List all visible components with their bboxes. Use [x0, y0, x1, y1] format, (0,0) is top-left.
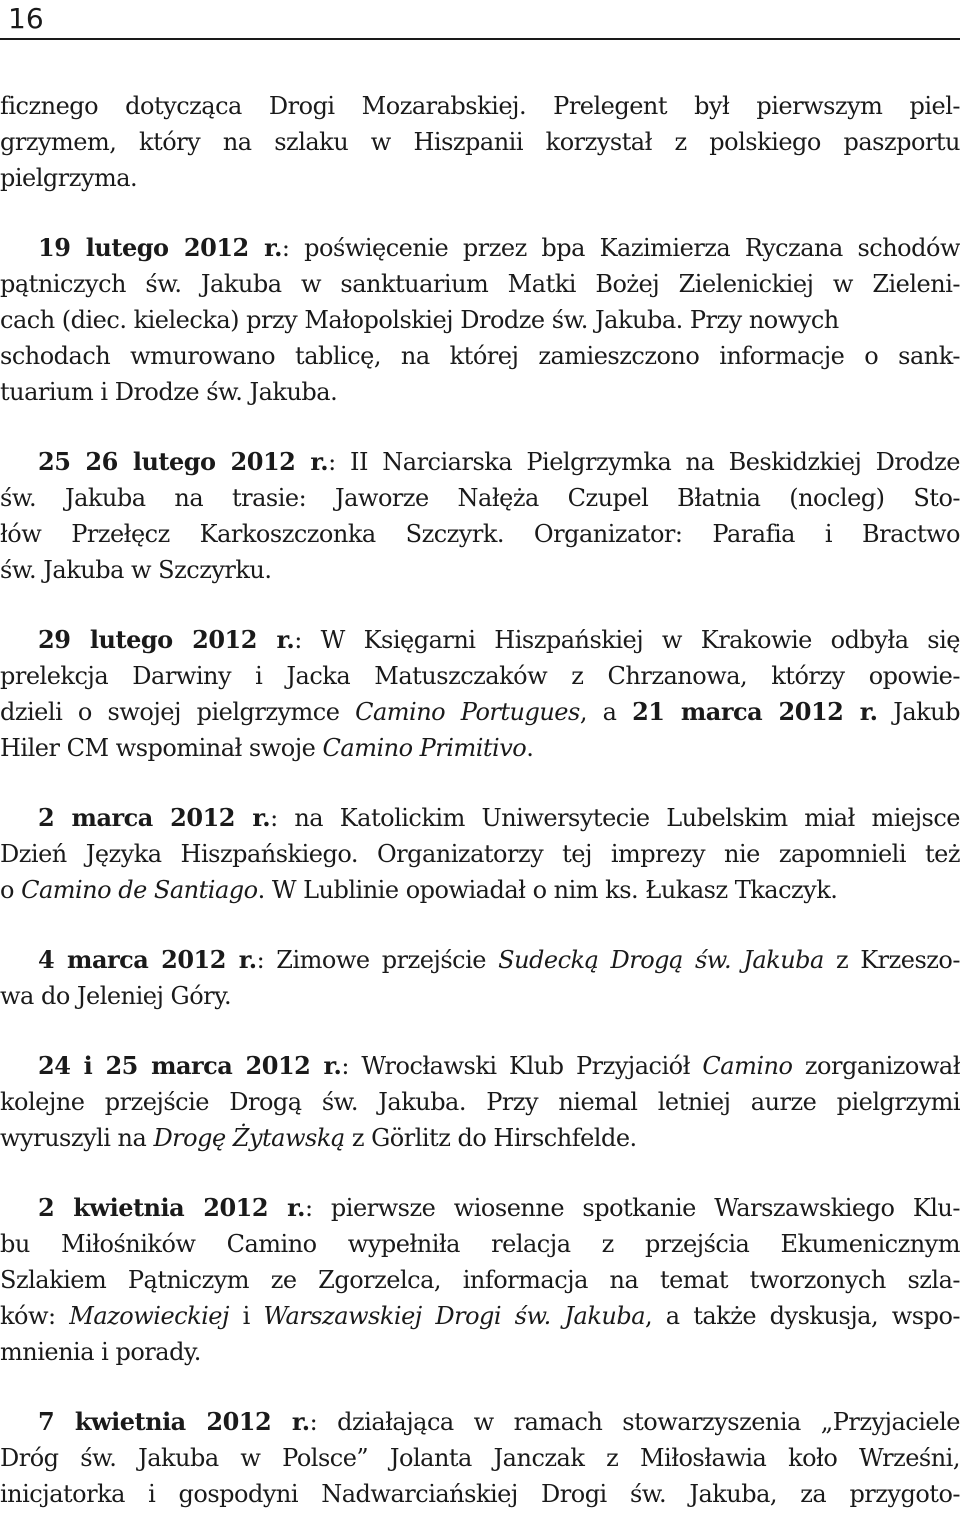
text-line [0, 516, 960, 552]
text-line [0, 1476, 960, 1512]
date-heading: 7 kwietnia 2012 r. [38, 1407, 310, 1436]
text-run: : na Katolickim Uniwersytecie Lubelskim miał miejsce [270, 804, 960, 832]
text-run: . [526, 734, 534, 762]
page-number: 16 [8, 2, 44, 35]
text-run: Szlakiem Pątniczym ze Zgorzelca, informacja na temat tworzonych szla- [0, 1266, 960, 1294]
italic-text: Warszawskiej Drogi św. Jakuba [263, 1302, 646, 1330]
text-run: kolejne przejście Drogą św. Jakuba. Przy niemal letniej aurze pielgrzymi [0, 1088, 960, 1116]
text-line [0, 1226, 960, 1262]
text-run: : pierwsze wiosenne spotkanie Warszawskiego Klu- [304, 1194, 960, 1222]
text-run: dzieli o swojej pielgrzymce [0, 698, 356, 726]
date-heading: 25 26 lutego 2012 r. [38, 447, 329, 476]
text-run: ficznego dotycząca Drogi Mozarabskiej. Prelegent był pierwszym piel- [0, 92, 960, 120]
text-run: Dróg św. Jakuba w Polsce” Jolanta Janczak z Miłosławia koło Wrześni, [0, 1444, 960, 1472]
text-line [0, 230, 960, 266]
text-line [0, 694, 960, 730]
text-line [0, 1334, 960, 1370]
text-line [0, 872, 960, 908]
text-line [0, 1404, 960, 1440]
text-line [0, 1084, 960, 1120]
text-run: wyruszyli na [0, 1124, 154, 1152]
text-line [0, 978, 960, 1014]
text-run: . W Lublinie opowiadał o nim ks. Łukasz Tkaczyk. [257, 876, 838, 904]
italic-text: Sudecką Drogą św. Jakuba [498, 946, 824, 974]
text-run: pielgrzyma. [0, 164, 138, 192]
date-heading: 2 kwietnia 2012 r. [38, 1193, 305, 1222]
text-run: mnienia i porady. [0, 1338, 201, 1366]
text-line [0, 730, 960, 766]
paragraph [0, 800, 960, 908]
date-heading: 24 i 25 marca 2012 r. [38, 1051, 342, 1080]
text-line [0, 1262, 960, 1298]
text-line [0, 160, 960, 196]
text-run: z Krzeszo- [823, 946, 960, 974]
paragraph-gap [0, 908, 960, 942]
text-run: : poświęcenie przez bpa Kazimierza Ryczana schodów [281, 234, 960, 262]
text-run: : Wrocławski Klub Przyjaciół [341, 1052, 703, 1080]
italic-text: Drogę Żytawską [153, 1124, 345, 1152]
text-run: inicjatorka i gospodyni Nadwarciańskiej Drogi św. Jakuba, za przygoto- [0, 1480, 960, 1508]
text-run: schodach wmurowano tablicę, na której zamieszczono informacje o sank- [0, 342, 960, 370]
text-run: : W Księgarni Hiszpańskiej w Krakowie odbyła się [294, 626, 960, 654]
text-run: , a [579, 698, 633, 726]
text-run: : II Narciarska Pielgrzymka na Beskidzkiej Drodze [328, 448, 960, 476]
paragraph-gap [0, 1370, 960, 1404]
text-run: , a także dyskusja, wspo- [645, 1302, 960, 1330]
text-line [0, 480, 960, 516]
paragraph [0, 230, 960, 410]
paragraph [0, 942, 960, 1014]
text-line [0, 88, 960, 124]
italic-text: Camino Portugues [355, 698, 580, 726]
text-line [0, 1298, 960, 1334]
paragraph-gap [0, 196, 960, 230]
date-heading: 2 marca 2012 r. [38, 803, 271, 832]
italic-text: Camino [702, 1052, 793, 1080]
text-line [0, 302, 960, 338]
text-run: ków: [0, 1302, 70, 1330]
paragraph-gap [0, 1156, 960, 1190]
text-run: Jakub [877, 698, 960, 726]
text-line [0, 1190, 960, 1226]
text-line [0, 800, 960, 836]
text-line [0, 338, 960, 374]
text-line [0, 266, 960, 302]
text-run: Dzień Języka Hiszpańskiego. Organizatorzy tej imprezy nie zapomnieli też [0, 840, 960, 868]
paragraph-gap [0, 410, 960, 444]
text-run: prelekcja Darwiny i Jacka Matuszczaków z Chrzanowa, którzy opowie- [0, 662, 960, 690]
date-heading: 19 lutego 2012 r. [38, 233, 282, 262]
text-run: : Zimowe przejście [256, 946, 499, 974]
paragraph [0, 622, 960, 766]
date-heading: 4 marca 2012 r. [38, 945, 257, 974]
text-line [0, 1440, 960, 1476]
text-run: zorganizował [792, 1052, 960, 1080]
header-rule [0, 38, 960, 40]
text-line [0, 836, 960, 872]
text-line [0, 1120, 960, 1156]
text-line [0, 444, 960, 480]
text-run: św. Jakuba na trasie: Jaworze Nałęża Czupel Błatnia (nocleg) Sto- [0, 484, 960, 512]
text-run: : działająca w ramach stowarzyszenia „Przyjaciele [309, 1408, 960, 1436]
text-run: bu Miłośników Camino wypełniła relacja z przejścia Ekumenicznym [0, 1230, 960, 1258]
text-run: cach (diec. kielecka) przy Małopolskiej Drodze św. Jakuba. Przy nowych [0, 306, 839, 334]
paragraph [0, 1048, 960, 1156]
paragraph-gap [0, 588, 960, 622]
paragraph [0, 444, 960, 588]
text-line [0, 622, 960, 658]
date-heading: 29 lutego 2012 r. [38, 625, 295, 654]
text-run: tuarium i Drodze św. Jakuba. [0, 378, 338, 406]
text-line [0, 124, 960, 160]
text-run: wa do Jeleniej Góry. [0, 982, 232, 1010]
text-run: łów Przełęcz Karkoszczonka Szczyrk. Organizator: Parafia i Bractwo [0, 520, 960, 548]
text-run: z Görlitz do Hirschfelde. [344, 1124, 637, 1152]
text-run: i [228, 1302, 264, 1330]
paragraph-gap [0, 766, 960, 800]
paragraph [0, 88, 960, 196]
text-run: pątniczych św. Jakuba w sanktuarium Matki Bożej Zielenickiej w Zieleni- [0, 270, 960, 298]
text-run: św. Jakuba w Szczyrku. [0, 556, 272, 584]
text-line [0, 1048, 960, 1084]
text-line [0, 942, 960, 978]
date-heading: 21 marca 2012 r. [632, 697, 878, 726]
italic-text: Mazowieckiej [69, 1302, 229, 1330]
document-body [0, 88, 960, 1512]
text-run: o [0, 876, 22, 904]
italic-text: Camino de Santiago [21, 876, 258, 904]
text-line [0, 552, 960, 588]
text-line [0, 658, 960, 694]
paragraph [0, 1190, 960, 1370]
paragraph [0, 1404, 960, 1512]
text-line [0, 374, 960, 410]
paragraph-gap [0, 1014, 960, 1048]
text-run: Hiler CM wspominał swoje [0, 734, 323, 762]
italic-text: Camino Primitivo [322, 734, 527, 762]
text-run: grzymem, który na szlaku w Hiszpanii korzystał z polskiego paszportu [0, 128, 960, 156]
